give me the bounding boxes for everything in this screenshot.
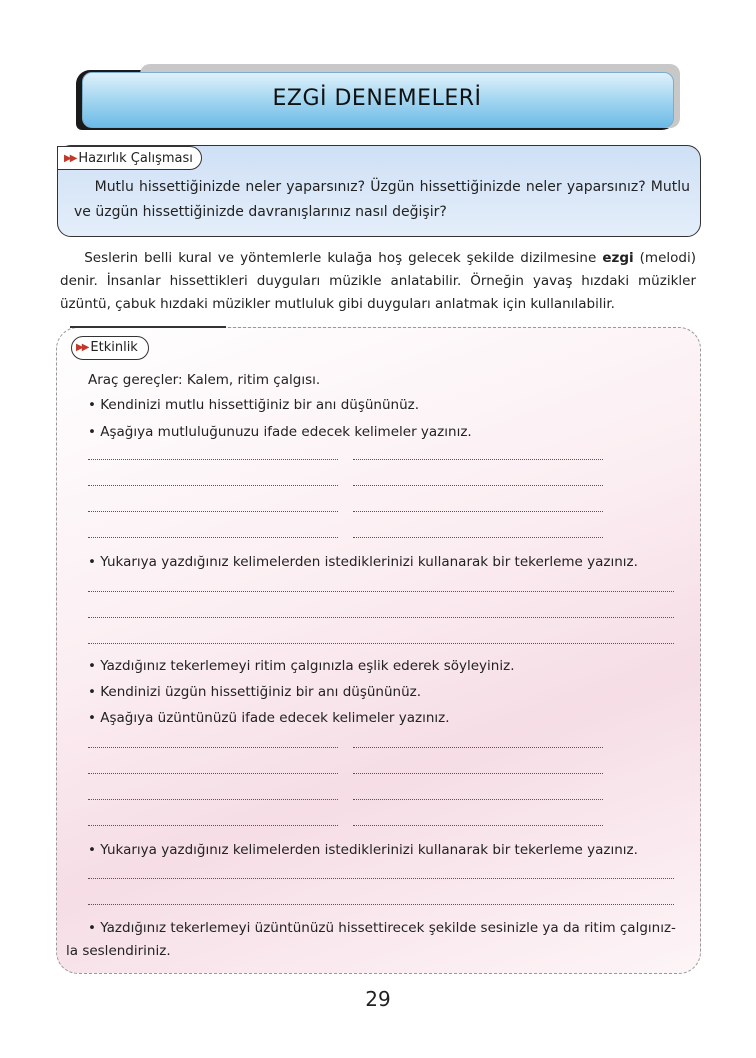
writing-line[interactable]	[88, 459, 338, 460]
writing-line[interactable]	[353, 511, 603, 512]
instruction-5: • Kendinizi üzgün hissettiğiniz bir anı düşününüz.	[88, 684, 422, 700]
intro-text-after: (melodi) denir. İnsanlar hissettikleri duyguları müzikle anlatabilir. Örneğin yavaş hızdaki müzikler üzüntü, çabuk hızdaki müzikler mutluluk gibi duyguları anlatmak için kullanılabilir.	[60, 250, 696, 312]
instruction-6: • Aşağıya üzüntünüzü ifade edecek kelimeler yazınız.	[88, 710, 450, 726]
instruction-3: • Yukarıya yazdığınız kelimelerden istediklerinizi kullanarak bir tekerleme yazınız.	[88, 554, 638, 570]
intro-paragraph	[60, 247, 696, 316]
prep-label-text: Hazırlık Çalışması	[78, 150, 193, 166]
writing-line[interactable]	[88, 617, 674, 618]
writing-line[interactable]	[353, 773, 603, 774]
writing-line[interactable]	[353, 825, 603, 826]
instruction-8: • Yazdığınız tekerlemeyi üzüntünüzü hissettirecek şekilde sesinizle ya da ritim çalgınız-	[88, 920, 676, 936]
writing-line[interactable]	[88, 878, 674, 879]
writing-line[interactable]	[353, 747, 603, 748]
writing-line[interactable]	[353, 459, 603, 460]
writing-line[interactable]	[88, 485, 338, 486]
intro-text-before: Seslerin belli kural ve yöntemlerle kulağa hoş gelecek şekilde dizilmesine	[84, 250, 603, 266]
instruction-7: • Yukarıya yazdığınız kelimelerden istediklerinizi kullanarak bir tekerleme yazınız.	[88, 842, 638, 858]
writing-line[interactable]	[353, 485, 603, 486]
page-title: EZGİ DENEMELERİ	[272, 86, 482, 111]
double-arrow-icon: ▶▶	[76, 342, 88, 353]
intro-keyword: ezgi	[602, 250, 634, 266]
page-number: 29	[365, 987, 391, 1011]
prep-label	[57, 146, 202, 170]
writing-line[interactable]	[88, 825, 338, 826]
materials-line: Araç gereçler: Kalem, ritim çalgısı.	[88, 372, 321, 388]
writing-line[interactable]	[88, 511, 338, 512]
writing-line[interactable]	[88, 591, 674, 592]
activity-top-rule	[70, 326, 226, 328]
writing-line[interactable]	[353, 537, 603, 538]
writing-line[interactable]	[353, 799, 603, 800]
activity-label	[71, 336, 149, 360]
writing-line[interactable]	[88, 799, 338, 800]
activity-label-text: Etkinlik	[90, 340, 138, 355]
prep-question	[74, 175, 690, 225]
writing-line[interactable]	[88, 643, 674, 644]
writing-line[interactable]	[88, 537, 338, 538]
writing-line[interactable]	[88, 773, 338, 774]
writing-line[interactable]	[88, 904, 674, 905]
instruction-1: • Kendinizi mutlu hissettiğiniz bir anı düşününüz.	[88, 397, 420, 413]
instruction-2: • Aşağıya mutluluğunuzu ifade edecek kelimeler yazınız.	[88, 424, 472, 440]
prep-question-text: Mutlu hissettiğinizde neler yaparsınız? Üzgün hissettiğinizde neler yaparsınız? Mutlu ve üzgün hissettiğinizde davranışlarınız nasıl değişir?	[74, 179, 690, 220]
instruction-4: • Yazdığınız tekerlemeyi ritim çalgınızla eşlik ederek söyleyiniz.	[88, 658, 515, 674]
double-arrow-icon: ▶▶	[64, 152, 76, 164]
instruction-8-continued: la seslendiriniz.	[66, 943, 171, 959]
writing-line[interactable]	[88, 747, 338, 748]
